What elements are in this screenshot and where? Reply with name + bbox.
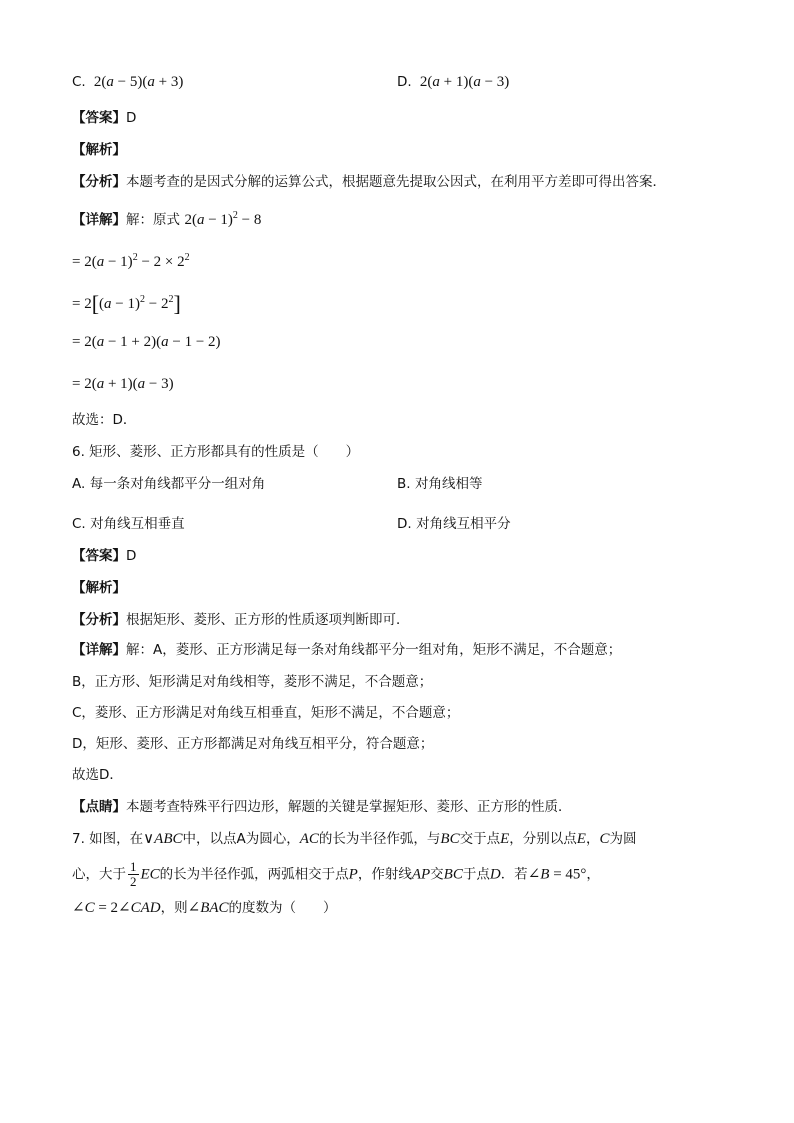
- q7-line-2: 心，大于 $\frac{1}{2}$ EC的长为半径作弧，两弧相交于点P，作射线AP交BC于点D．若∠B = 45°，: [72, 859, 600, 889]
- q6-conclusion: 故选D．: [72, 767, 123, 783]
- q6-dianjing: 【点睛】本题考查特殊平行四边形，解题的关键是掌握矩形、菱形、正方形的性质．: [72, 799, 572, 815]
- q5-step-4: = 2(a + 1)(a − 3): [72, 376, 174, 392]
- q5-step-2: = $2[(a - 1)^2 - 2^2]$: [72, 291, 181, 316]
- q6-line-d: D，矩形、菱形、正方形都满足对角线互相平分，符合题意；: [72, 736, 434, 752]
- fraction-one-half: $\frac{1}{2}$: [130, 859, 137, 889]
- q5-option-d: D. 2(a + 1)(a − 3): [397, 74, 510, 90]
- q7-line-1: 7. 如图，在∨ABC中，以点A为圆心，AC的长为半径作弧，与BC交于点E，分别以点E，C为圆: [72, 831, 637, 847]
- q5-answer: 【答案】D: [72, 110, 137, 126]
- q5-step-3: = 2(a − 1 + 2)(a − 1 − 2): [72, 334, 221, 350]
- q5-conclusion: 故选：D．: [72, 412, 137, 428]
- q6-line-c: C，菱形、正方形满足对角线互相垂直，矩形不满足，不合题意；: [72, 705, 460, 721]
- q6-option-b: B. 对角线相等: [397, 476, 483, 492]
- q5-option-d-expr: 2(a + 1)(a − 3): [416, 74, 510, 90]
- q6-jiexi: 【解析】: [72, 580, 126, 596]
- q6-option-d: D. 对角线互相平分: [397, 516, 511, 532]
- q6-option-c: C. 对角线互相垂直: [72, 516, 185, 532]
- q6-line-b: B，正方形、矩形满足对角线相等，菱形不满足，不合题意；: [72, 674, 433, 690]
- q5-xiangjie: 【详解】解：原式 $2(a - 1)^2 - 8$: [72, 210, 262, 228]
- q7-line-3: ∠C = 2∠CAD，则∠BAC的度数为（ ）: [72, 900, 337, 916]
- q5-fenxi: 【分析】本题考查的是因式分解的运算公式，根据题意先提取公因式，在利用平方差即可得出答案．: [72, 174, 666, 190]
- q6-xiangjie: 【详解】解：A，菱形、正方形满足每一条对角线都平分一组对角，矩形不满足，不合题意；: [72, 642, 622, 658]
- q6-answer: 【答案】D: [72, 548, 137, 564]
- q5-option-c-expr: 2(a − 5)(a + 3): [90, 74, 184, 90]
- q5-jiexi: 【解析】: [72, 142, 126, 158]
- q5-expr-original: $2(a - 1)^2 - 8$: [184, 210, 262, 228]
- q6-stem: 6. 矩形、菱形、正方形都具有的性质是（ ）: [72, 444, 360, 460]
- q6-option-a: A. 每一条对角线都平分一组对角: [72, 476, 266, 492]
- q6-fenxi: 【分析】根据矩形、菱形、正方形的性质逐项判断即可．: [72, 612, 410, 628]
- q5-step-1: = $2(a - 1)^2 - 2 \times 2^2$: [72, 252, 190, 270]
- q5-option-c: C. 2(a − 5)(a + 3): [72, 74, 184, 90]
